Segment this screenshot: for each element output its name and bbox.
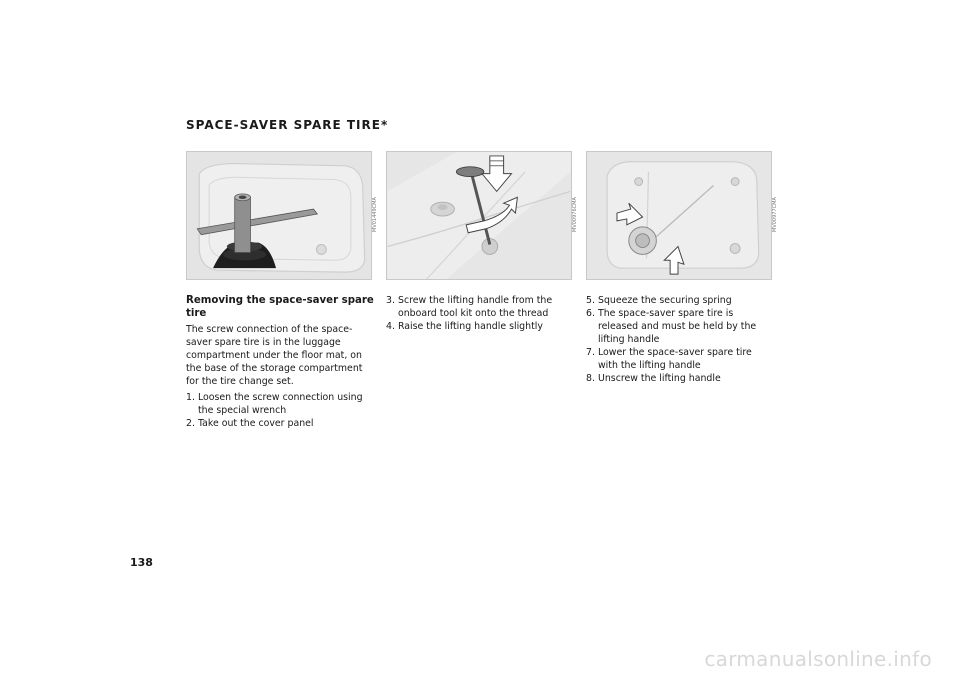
step-text: Take out the cover panel [198, 418, 314, 429]
step-number: 4. [386, 321, 395, 332]
intro-paragraph: The screw connection of the space-saver spare tire is in the luggage compartment under the floor mat, on the base of the storage compartment for the tire change set. [186, 324, 363, 387]
step-text: Lower the space-saver spare tire with the lifting handle [598, 347, 752, 371]
figure-code: MV01449CMA [372, 197, 378, 232]
step-text: Squeeze the securing spring [598, 295, 732, 306]
step-item [586, 372, 774, 385]
text-column-3 [586, 294, 774, 385]
step-number: 7. [586, 347, 595, 358]
step-text: Screw the lifting handle from the onboard tool kit onto the thread [398, 295, 553, 319]
step-item [586, 294, 774, 307]
figure-lifting-handle [386, 151, 572, 280]
step-item [186, 391, 374, 417]
step-item [586, 307, 774, 346]
step-number: 5. [586, 295, 595, 306]
step-item [186, 417, 374, 430]
wrench-illustration [187, 152, 371, 279]
step-item [386, 294, 574, 320]
step-list [386, 294, 574, 333]
step-list [186, 391, 374, 430]
step-list [586, 294, 774, 385]
watermark: carmanualsonline.info [704, 647, 932, 671]
text-column-1 [186, 294, 374, 430]
section-heading: Removing the space-saver spare tire [186, 295, 374, 319]
step-number: 1. [186, 392, 195, 403]
step-number: 3. [386, 295, 395, 306]
step-item [386, 320, 574, 333]
step-text: Loosen the screw connection using the special wrench [198, 392, 363, 416]
step-text: The space-saver spare tire is released and must be held by the lifting handle [598, 308, 757, 345]
figure-code: MV00976CMA [572, 197, 578, 232]
figure-special-wrench [186, 151, 372, 280]
lifting-handle-illustration [387, 152, 571, 279]
figure-code: MV00977CMA [772, 197, 778, 232]
step-number: 8. [586, 373, 595, 384]
page-title: SPACE-SAVER SPARE TIRE* [186, 118, 389, 132]
page-number: 138 [130, 556, 153, 569]
step-text: Raise the lifting handle slightly [398, 321, 543, 332]
figure-securing-spring [586, 151, 772, 280]
step-number: 2. [186, 418, 195, 429]
text-column-2 [386, 294, 574, 333]
step-item [586, 346, 774, 372]
securing-spring-illustration [587, 152, 771, 279]
step-number: 6. [586, 308, 595, 319]
step-text: Unscrew the lifting handle [598, 373, 721, 384]
